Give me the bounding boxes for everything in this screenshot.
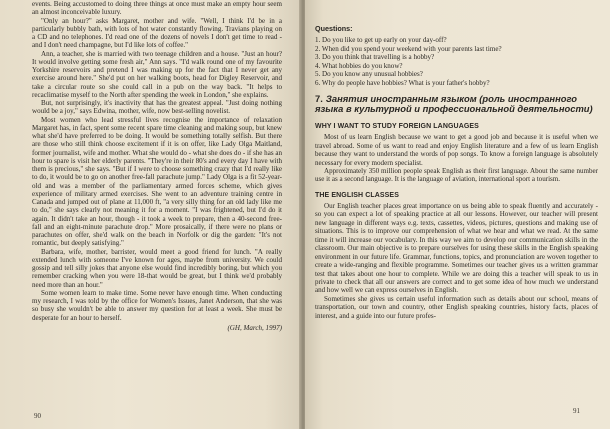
subheading-english-classes: THE ENGLISH CLASSES [315,191,399,199]
question-item: 5. Do you know any unusual hobbies? [315,70,423,79]
questions-heading: Questions: [315,24,353,33]
left-page-text [32,0,282,332]
subheading-why-study: WHY I WANT TO STUDY FOREIGN LANGUAGES [315,123,479,131]
section-title-text: Занятия иностранным языком (роль иностранного языка в культурной и профессиональной деятельности) [315,92,593,115]
left-paragraph: But, not surprisingly, it's inactivity that has the greatest appeal. "Just doing nothing would be a joy," says Edwina, mother, wife, now best-selling novelist. [32,99,282,116]
left-page [0,0,301,429]
citation: (GH, March, 1997) [227,323,282,332]
section-title [315,94,598,116]
right-paragraph: Most of us learn English because we want to get a good job and because it is useful when we travel abroad. Some of us want to read and enjoy English literature and a few of us learn English because they want to understand the words of pop songs. To know a foreign language is absolutely necessary for every modern specialist. [315,133,598,167]
right-paragraph: Our English teacher places great importance on us being able to speak fluently and accurately - so you can expect a lot of speaking practice at all our lessons. However, our teacher will present new language in different ways e.g. texts, cassettes, videos, pictures, questions and making use of situations. This is to improve our comprehension of what we hear and what we read. At the same time it will increase our vocabulary. In this way we aim to develop our communication skills in the classroom. Our main objective is to prepare ourselves for using these skills in the English speaking environment in our future life. Grammar, functions, topics, and pronunciation are woven together to create a wide-ranging and flexible programme. Sometimes our teacher gives us a written grammar test that takes about one hour to complete. While we are doing this a teacher will speak to us in private to check that all our answers are correct and to get some idea of how much we understand and how well we can express ourselves in English. [315,201,598,295]
question-item: 2. When did you spend your weekend with your parents last time? [315,44,502,53]
question-item: 3. Do you think that travelling is a hobby? [315,53,435,62]
page-number-left: 90 [34,412,41,420]
page-number-right: 91 [573,407,580,415]
questions-list [315,36,598,88]
right-page-text [315,24,598,320]
left-paragraph: events. Being accustomed to doing three things at once must make an empty hour seem an almost inconceivable luxury. [32,0,282,17]
english-classes-text [315,202,598,320]
left-paragraph: Some women learn to make time. Some never have enough time. When conducting my research, I was told by the office for Women's Issues, Janet Anderson, that she was so busy she wouldn't be able to answer my question for at least a week. She must be desperate for an hour to herself. [32,288,282,322]
question-item: 6. Why do people have hobbies? What is your father's hobby? [315,78,490,87]
question-item: 1. Do you like to get up early on your day-off? [315,36,447,44]
right-paragraph: Sometimes she gives us certain useful information such as details about our school, means of transportation, our town and country, other English speaking countries, history facts, places of interest, and a guide into our future profes- [315,294,598,320]
left-paragraph: "Only an hour?" asks Margaret, mother and wife. "Well, I think I'd be in a particularly bubbly bath, with lots of hot water constantly flowing. Travians playing on a CD and no telephones. I'd read one of the dozens of novels I don't get time to read - and I don't need champagne, but I'd like lots of coffee." [32,16,282,50]
left-paragraph: Barbara, wife, mother, barrister, would meet a good friend for lunch. "A really extended lunch with someone I've known for ages, maybe from university. We could gossip and tell silly jokes that anyone else would find incredibly boring, but which you remember cracking when you were 18-that would be great, but I think we'd probably need more than an hour." [32,247,282,289]
section-number: 7. [315,92,323,104]
left-paragraph: Most women who lead stressful lives recognise the importance of relaxation Margaret has, in fact, spent some recent spare time cleaning and making soup, but knew what she'd have preferred to be doing. It would be something totally selfish. But there are those who still think choose excitement if it is on offer, like Lady Olga Maitland, former journalist, wife and mother. What she would do - what she does do - if she has an hour to spare is visit her elderly parents. "They're in their 80's and every day I have with them is precious," she says. "But if I were to choose something crazy that I'd really like to do, it would be to go on another free-fall parachute jump." Lady Olga is a fit 52-year-old and was a member of the parliamentary armed forces scheme, which gives experience of military armed exercises. She went to an adventure training centre in Canada and jumped out of plane at 11,000 ft, "a very silly thing for an old lady like me to do," she says clearly not meaning it for a moment. "I was frightened, but I'd do it again. It didn't take an hour, though - it took a week to prepare, then a 40-second free-fall and an eight-minute parachute drop." More prosaically, if there were no plans or parachutes on offer, she'd walk on the beach in Norfolk or dig the garden: "It's not romantic, but deeply satisfying." [32,115,282,248]
why-study-text [315,133,598,184]
right-paragraph: Approximately 350 million people speak English as their first language. About the same number use it as a second language. It is the language of aviation, international sport a tourism. [315,166,598,184]
question-item: 4. What hobbies do you know? [315,61,403,70]
left-paragraph: Ann, a teacher, she is married with two teenage children and a house. "Just an hour? It would involve getting some fresh air," Ann says. "I'd walk round one of my favourite Yorkshire reservoirs and pretend I was making up for the fact that I never get any exercise around here." She'd put on her walking boots, head for Digley Reservoir, and take a circular route so she could call in a pub on the way back. "It helps to recaclimatise myself to the North after spending the week in London," she explains. [32,49,282,99]
right-page [305,0,610,429]
